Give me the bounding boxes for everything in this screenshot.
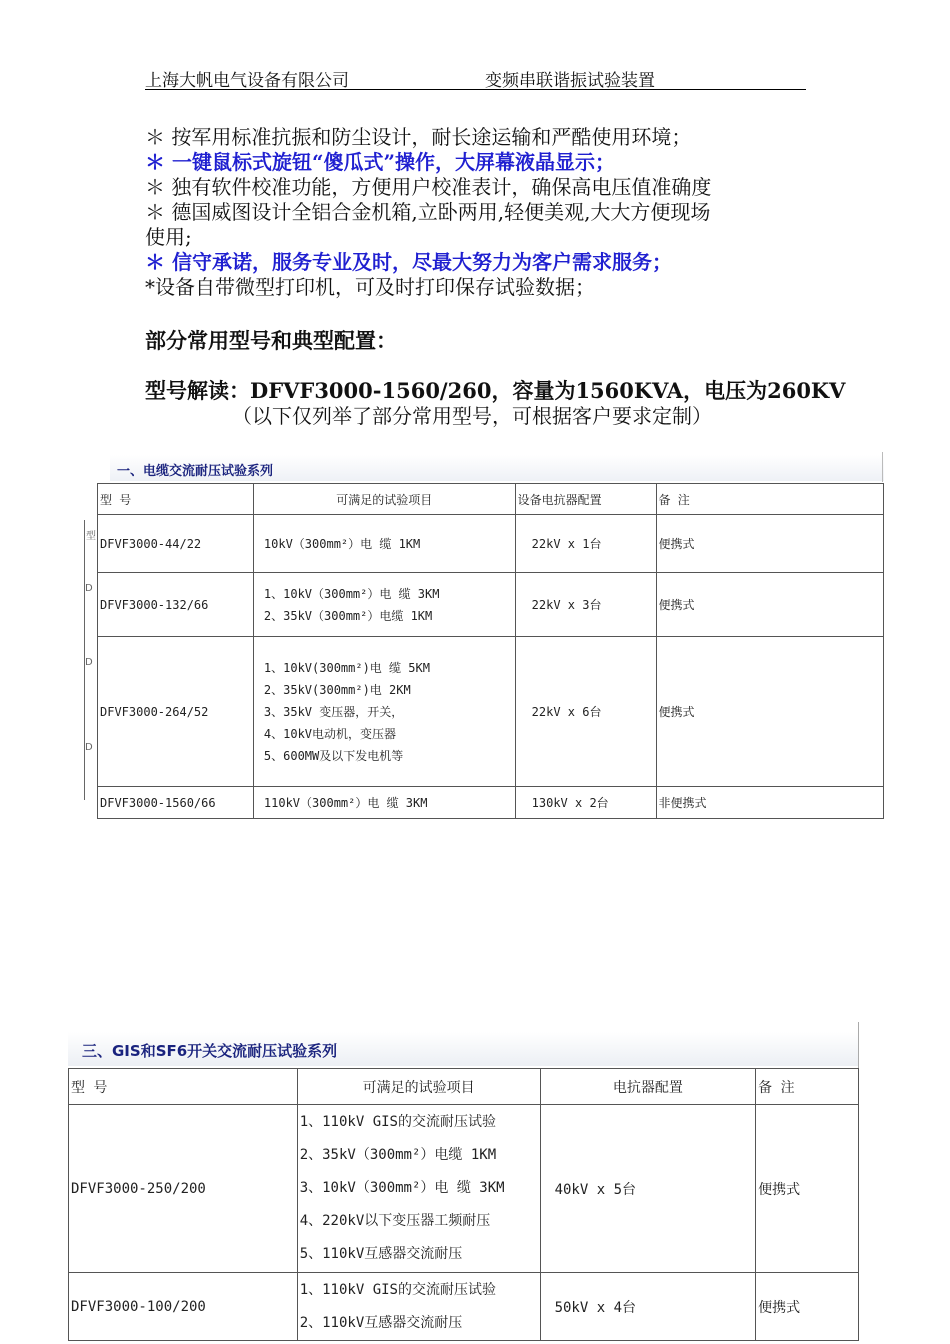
item-line: 110kV（300mm²）电 缆 3KM xyxy=(263,795,428,810)
feature-line-highlight: ＊ 信守承诺，服务专业及时，尽最大努力为客户需求服务； xyxy=(145,250,672,274)
item-line: 10kV（300mm²）电 缆 1KM xyxy=(263,536,421,551)
header-company: 上海大帆电气设备有限公司 xyxy=(145,71,349,91)
col-header-remark: 备 注 xyxy=(756,1069,859,1105)
feature-line: *设备自带微型打印机，可及时打印保存试验数据； xyxy=(145,275,595,299)
table-row xyxy=(98,573,884,637)
item-line: 1、10kV(300mm²)电 缆 5KM xyxy=(263,660,430,675)
feature-line: ＊ 按军用标准抗振和防尘设计，耐长途运输和严酷使用环境； xyxy=(145,125,692,149)
col-header-items: 可满足的试验项目 xyxy=(297,1069,540,1105)
header-product: 变频串联谐振试验装置 xyxy=(485,71,655,91)
item-line: 3、10kV（300mm²）电 缆 3KM xyxy=(299,1180,505,1196)
margin-mark: D xyxy=(85,583,93,594)
table-header-row xyxy=(69,1069,859,1105)
margin-mark: 型 xyxy=(86,531,96,542)
item-line: 5、600MW及以下发电机等 xyxy=(263,748,404,763)
item-line: 3、35kV 变压器，开关， xyxy=(263,704,404,719)
feature-line: ＊ 德国威图设计全铝合金机箱,立卧两用,轻便美观,大大方便现场 xyxy=(145,200,711,224)
config-cell: 22kV x 3台 xyxy=(515,573,656,637)
remark-cell: 便携式 xyxy=(656,637,883,787)
model-cell: DFVF3000-44/22 xyxy=(98,515,254,573)
cable-test-table xyxy=(97,483,884,819)
config-cell: 22kV x 1台 xyxy=(515,515,656,573)
config-cell: 130kV x 2台 xyxy=(515,787,656,819)
model-cell: DFVF3000-250/200 xyxy=(69,1105,298,1273)
model-cell: DFVF3000-100/200 xyxy=(69,1273,298,1341)
item-line: 1、110kV GIS的交流耐压试验 xyxy=(299,1114,496,1130)
remark-cell: 便携式 xyxy=(756,1105,859,1273)
table-row xyxy=(69,1105,859,1273)
table2-image-edge xyxy=(858,1022,859,1068)
model-cell: DFVF3000-1560/66 xyxy=(98,787,254,819)
item-line: 2、35kV(300mm²)电 2KM xyxy=(263,682,411,697)
feature-line: 使用; xyxy=(145,225,192,249)
feature-line-highlight: ＊ 一键鼠标式旋钮“傻瓜式”操作，大屏幕液晶显示； xyxy=(145,150,615,174)
table1-image-edge xyxy=(882,452,883,482)
col-header-remark: 备 注 xyxy=(656,484,883,515)
items-cell xyxy=(253,787,515,819)
col-header-config: 设备电抗器配置 xyxy=(515,484,656,515)
table-header-row xyxy=(98,484,884,515)
config-cell: 50kV x 4台 xyxy=(540,1273,756,1341)
items-cell xyxy=(253,515,515,573)
section-heading: 部分常用型号和典型配置： xyxy=(145,328,397,353)
item-line: 4、220kV以下变压器工频耐压 xyxy=(299,1213,491,1229)
col-header-model: 型 号 xyxy=(98,484,254,515)
items-cell xyxy=(253,573,515,637)
model-cell: DFVF3000-264/52 xyxy=(98,637,254,787)
item-line: 2、35kV（300mm²）电缆 1KM xyxy=(263,608,433,623)
col-header-items: 可满足的试验项目 xyxy=(253,484,515,515)
table1-title: 一、电缆交流耐压试验系列 xyxy=(117,464,274,479)
config-cell: 22kV x 6台 xyxy=(515,637,656,787)
table-row xyxy=(98,515,884,573)
header-divider xyxy=(145,89,806,90)
items-cell xyxy=(253,637,515,787)
item-line: 2、35kV（300mm²）电缆 1KM xyxy=(299,1147,497,1163)
model-cell: DFVF3000-132/66 xyxy=(98,573,254,637)
col-header-model: 型 号 xyxy=(69,1069,298,1105)
model-explanation: 型号解读：DFVF3000-1560/260，容量为1560KVA，电压为260KV xyxy=(145,378,846,403)
items-cell xyxy=(297,1105,540,1273)
col-header-config: 电抗器配置 xyxy=(540,1069,756,1105)
remark-cell: 非便携式 xyxy=(656,787,883,819)
gis-test-table xyxy=(68,1068,859,1341)
item-line: 4、10kV电动机，变压器 xyxy=(263,726,397,741)
item-line: 1、10kV（300mm²）电 缆 3KM xyxy=(263,586,440,601)
item-line: 2、110kV互感器交流耐压 xyxy=(299,1314,463,1331)
remark-cell: 便携式 xyxy=(756,1273,859,1341)
feature-line: ＊ 独有软件校准功能，方便用户校准表计，确保高电压值准确度 xyxy=(145,175,712,199)
remark-cell: 便携式 xyxy=(656,515,883,573)
table-row xyxy=(98,637,884,787)
margin-rule xyxy=(84,520,85,800)
table-row xyxy=(69,1273,859,1341)
table2-title: 三、GIS和SF6开关交流耐压试验系列 xyxy=(82,1042,338,1060)
margin-mark: D xyxy=(85,657,93,668)
margin-mark: D xyxy=(85,742,93,753)
config-cell: 40kV x 5台 xyxy=(540,1105,756,1273)
items-cell xyxy=(297,1273,540,1341)
model-note: （以下仅列举了部分常用型号，可根据客户要求定制） xyxy=(232,404,712,428)
item-line: 5、110kV互感器交流耐压 xyxy=(299,1246,463,1262)
remark-cell: 便携式 xyxy=(656,573,883,637)
table-row xyxy=(98,787,884,819)
item-line: 1、110kV GIS的交流耐压试验 xyxy=(299,1281,496,1298)
